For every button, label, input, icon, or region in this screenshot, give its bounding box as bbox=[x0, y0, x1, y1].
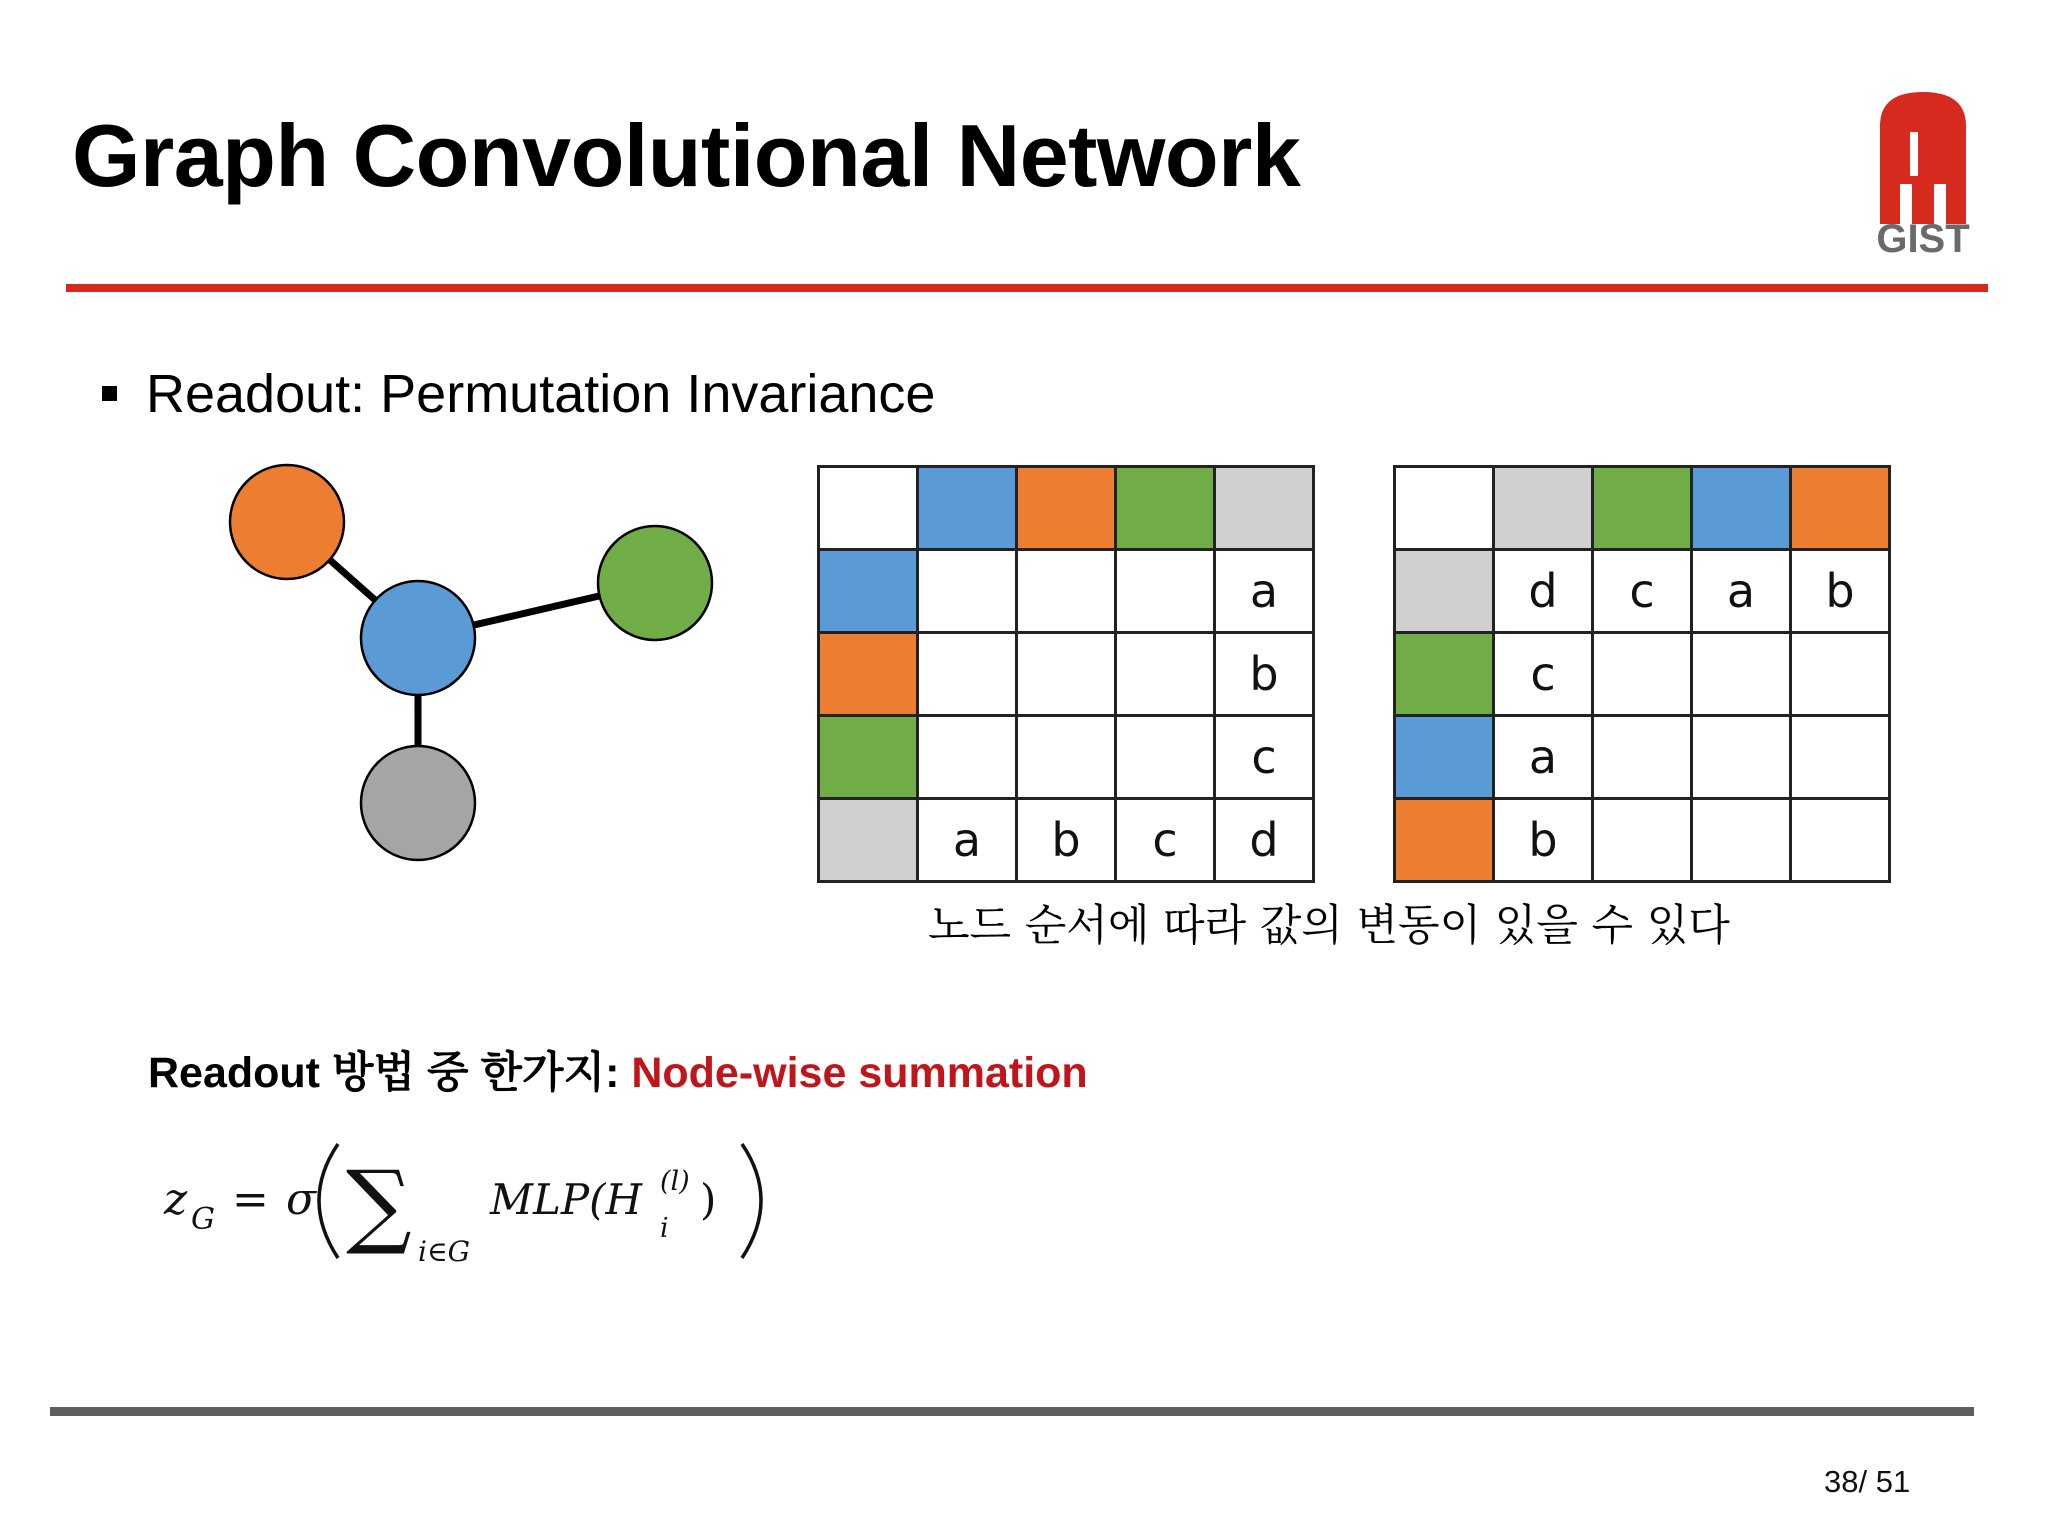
matrix-cell bbox=[1116, 716, 1215, 799]
bullet-text: Readout: Permutation Invariance bbox=[146, 364, 936, 424]
matrix-cell bbox=[1692, 799, 1791, 882]
matrix-cell bbox=[1791, 716, 1890, 799]
formula-close-inner: ) bbox=[700, 1175, 717, 1224]
formula-left-paren bbox=[319, 1144, 338, 1258]
logo-arch-gap bbox=[1910, 132, 1918, 176]
matrix-corner-cell bbox=[819, 467, 918, 550]
row-color-cell bbox=[1395, 799, 1494, 882]
header-color-cell bbox=[918, 467, 1017, 550]
formula-mlp: MLP(H bbox=[490, 1175, 643, 1224]
row-color-cell bbox=[1395, 550, 1494, 633]
formula-right-paren bbox=[742, 1144, 761, 1258]
matrix-row bbox=[1395, 799, 1890, 882]
adjacency-matrix-original bbox=[817, 465, 1315, 883]
slide-title: Graph Convolutional Network bbox=[72, 106, 1301, 205]
formula-equals: = bbox=[232, 1174, 269, 1225]
formula-lhs-sub: G bbox=[191, 1202, 215, 1237]
matrix-cell: b bbox=[1494, 799, 1593, 882]
header-color-cell bbox=[1791, 467, 1890, 550]
matrix-cell bbox=[1692, 716, 1791, 799]
readout-line bbox=[148, 1050, 1088, 1097]
matrix-cell bbox=[918, 550, 1017, 633]
green-node bbox=[598, 526, 712, 640]
matrix-cell bbox=[1692, 633, 1791, 716]
row-color-cell bbox=[819, 799, 918, 882]
readout-label: Readout 방법 중 한가지: bbox=[148, 1049, 632, 1097]
matrix-cell bbox=[918, 633, 1017, 716]
formula-sum-sub: i∈G bbox=[418, 1235, 471, 1268]
matrix-cell bbox=[1017, 633, 1116, 716]
matrix-cell: a bbox=[1494, 716, 1593, 799]
header-rule bbox=[66, 284, 1988, 292]
matrix-cell: a bbox=[918, 799, 1017, 882]
matrix-row bbox=[819, 799, 1314, 882]
matrix-cell: d bbox=[1215, 799, 1314, 882]
formula-h-sub: i bbox=[660, 1213, 669, 1244]
matrix-row bbox=[1395, 716, 1890, 799]
matrix-cell: a bbox=[1692, 550, 1791, 633]
matrix-row bbox=[819, 550, 1314, 633]
header-color-cell bbox=[1215, 467, 1314, 550]
orange-node bbox=[230, 465, 344, 579]
matrix-cell: d bbox=[1494, 550, 1593, 633]
formula-lhs: z bbox=[164, 1174, 188, 1225]
matrix-cell bbox=[1593, 799, 1692, 882]
matrix-row bbox=[819, 716, 1314, 799]
matrix-row bbox=[1395, 633, 1890, 716]
row-color-cell bbox=[1395, 633, 1494, 716]
matrix-cell: b bbox=[1017, 799, 1116, 882]
row-color-cell bbox=[1395, 716, 1494, 799]
header-color-cell bbox=[1494, 467, 1593, 550]
matrix-row bbox=[819, 633, 1314, 716]
logo-text: GIST bbox=[1876, 217, 1970, 256]
gist-logo bbox=[1868, 86, 1978, 256]
bullet-marker bbox=[102, 386, 117, 401]
matrix-cell bbox=[1593, 633, 1692, 716]
header-color-cell bbox=[1116, 467, 1215, 550]
matrix-cell bbox=[1593, 716, 1692, 799]
matrix-cell bbox=[1791, 633, 1890, 716]
blue-node bbox=[361, 581, 475, 695]
gray-node bbox=[361, 746, 475, 860]
row-color-cell bbox=[819, 633, 918, 716]
matrix-cell bbox=[918, 716, 1017, 799]
logo-arch bbox=[1880, 92, 1966, 224]
header-color-cell bbox=[1692, 467, 1791, 550]
matrix-cell: c bbox=[1494, 633, 1593, 716]
footer-rule bbox=[50, 1407, 1974, 1416]
matrix-cell: b bbox=[1215, 633, 1314, 716]
page-number: 38/ 51 bbox=[1824, 1464, 1911, 1499]
graph-diagram bbox=[200, 450, 760, 880]
row-color-cell bbox=[819, 550, 918, 633]
matrix-cell: b bbox=[1791, 550, 1890, 633]
matrix-cell: a bbox=[1215, 550, 1314, 633]
matrix-cell: c bbox=[1116, 799, 1215, 882]
formula-sigma: σ bbox=[286, 1174, 317, 1225]
matrix-header-row bbox=[819, 467, 1314, 550]
matrix-cell bbox=[1791, 799, 1890, 882]
matrix-header-row bbox=[1395, 467, 1890, 550]
matrix-row bbox=[1395, 550, 1890, 633]
matrix-cell bbox=[1017, 550, 1116, 633]
readout-formula bbox=[160, 1130, 780, 1280]
formula-h-sup: (l) bbox=[660, 1166, 690, 1197]
header-color-cell bbox=[1593, 467, 1692, 550]
header-color-cell bbox=[1017, 467, 1116, 550]
matrix-cell bbox=[1116, 633, 1215, 716]
matrix-cell bbox=[1116, 550, 1215, 633]
formula-sum: ∑ bbox=[346, 1151, 412, 1258]
matrix-cell: c bbox=[1215, 716, 1314, 799]
readout-method: Node-wise summation bbox=[631, 1049, 1088, 1097]
matrix-corner-cell bbox=[1395, 467, 1494, 550]
row-color-cell bbox=[819, 716, 918, 799]
matrix-cell bbox=[1017, 716, 1116, 799]
matrix-cell: c bbox=[1593, 550, 1692, 633]
adjacency-matrix-permuted bbox=[1393, 465, 1891, 883]
matrix-caption: 노드 순서에 따라 값의 변동이 있을 수 있다 bbox=[928, 901, 1730, 951]
